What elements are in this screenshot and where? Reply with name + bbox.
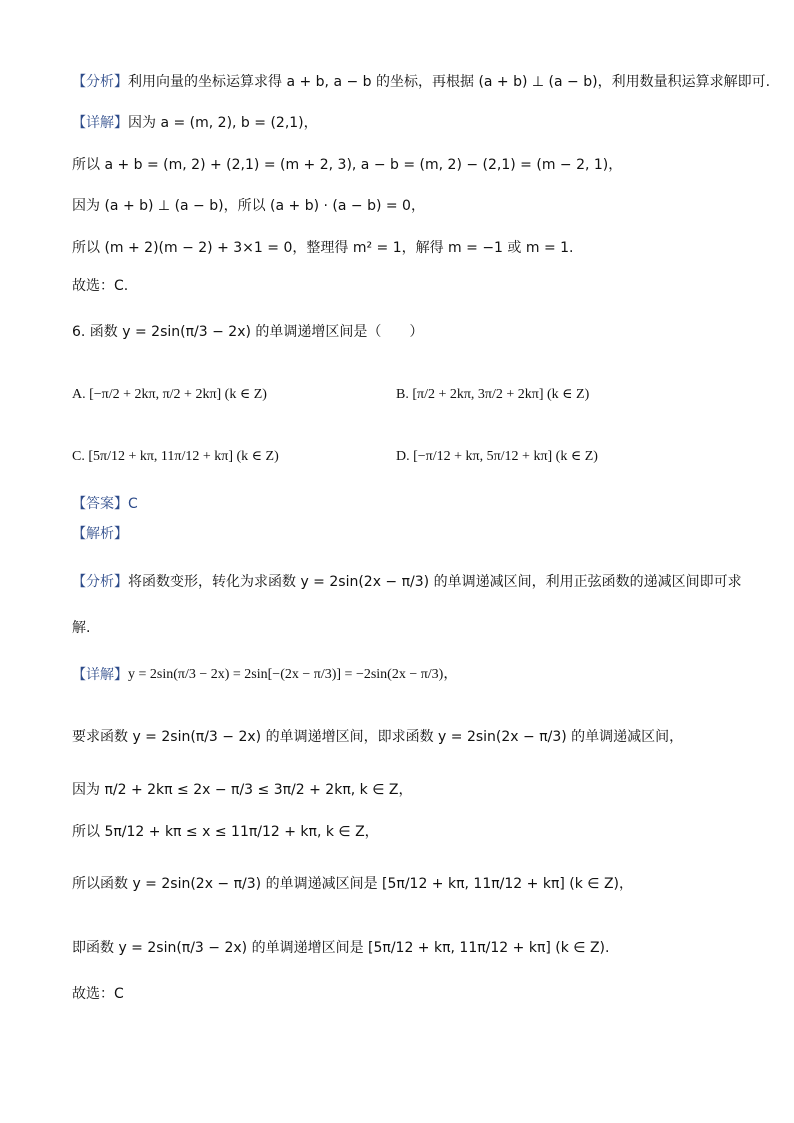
analysis-text: 将函数变形，转化为求函数 y = 2sin(2x − π/3) 的单调递减区间，利用正弦函数的递减区间即可求 <box>128 574 742 590</box>
option-b <box>396 384 589 405</box>
option-d <box>396 446 598 467</box>
detail-text: 所以函数 y = 2sin(2x − π/3) 的单调递减区间是 [5π/12 + kπ, 11π/12 + kπ] (k ∈ Z)， <box>72 876 633 892</box>
analysis-heading <box>72 524 128 544</box>
detail-text: 要求函数 y = 2sin(π/3 − 2x) 的单调递增区间，即求函数 y = 2sin(2x − π/3) 的单调递减区间， <box>72 729 684 745</box>
detail-line-5 <box>72 665 457 685</box>
detail-text: 因为 π/2 + 2kπ ≤ 2x − π/3 ≤ 3π/2 + 2kπ, k ∈ Z， <box>72 782 413 798</box>
detail-line-9 <box>72 874 633 894</box>
answer-line <box>72 494 138 514</box>
detail-text: 所以 a + b = (m, 2) + (2,1) = (m + 2, 3), a − b = (m, 2) − (2,1) = (m − 2, 1)， <box>72 157 623 173</box>
detail-text: y = 2sin(π/3 − 2x) = 2sin[−(2x − π/3)] = −2sin(2x − π/3)， <box>128 667 458 682</box>
detail-line-3 <box>72 196 425 216</box>
detail-line-8 <box>72 822 379 842</box>
question-text: 6. 函数 y = 2sin(π/3 − 2x) 的单调递增区间是（ ） <box>72 324 424 340</box>
option-a <box>72 384 267 405</box>
choice-text: 故选：C. <box>72 278 129 294</box>
analysis-text: 利用向量的坐标运算求得 a + b, a − b 的坐标，再根据 (a + b) ⊥ (a − b)，利用数量积运算求解即可. <box>128 74 771 90</box>
detail-line-2 <box>72 155 622 175</box>
option-c <box>72 446 279 467</box>
detail-text: 因为 (a + b) ⊥ (a − b)，所以 (a + b) · (a − b) = 0， <box>72 198 425 214</box>
detail-line-1 <box>72 113 318 133</box>
detail-tag: 【详解】 <box>72 115 128 131</box>
question-6 <box>72 322 423 342</box>
detail-text: 即函数 y = 2sin(π/3 − 2x) 的单调递增区间是 [5π/12 + kπ, 11π/12 + kπ] (k ∈ Z). <box>72 940 610 956</box>
analysis-heading-tag: 【解析】 <box>72 526 128 542</box>
option-a-text: A. [−π/2 + 2kπ, π/2 + 2kπ] (k ∈ Z) <box>72 387 267 402</box>
detail-text: 所以 (m + 2)(m − 2) + 3×1 = 0，整理得 m² = 1，解得 m = −1 或 m = 1. <box>72 240 574 256</box>
answer-tag: 【答案】C <box>72 496 138 512</box>
detail-line-4 <box>72 238 573 258</box>
analysis-text: 解. <box>72 620 91 636</box>
detail-line-6 <box>72 727 683 747</box>
option-b-text: B. [π/2 + 2kπ, 3π/2 + 2kπ] (k ∈ Z) <box>396 387 590 402</box>
analysis-line-2b <box>72 618 90 638</box>
detail-line-10 <box>72 938 609 958</box>
choice-line-1 <box>72 276 128 296</box>
choice-text: 故选：C <box>72 986 124 1002</box>
analysis-tag: 【分析】 <box>72 74 128 90</box>
analysis-line-1 <box>72 72 770 92</box>
option-c-text: C. [5π/12 + kπ, 11π/12 + kπ] (k ∈ Z) <box>72 449 279 464</box>
analysis-tag: 【分析】 <box>72 574 128 590</box>
detail-line-7 <box>72 780 412 800</box>
choice-line-2 <box>72 984 124 1004</box>
analysis-line-2 <box>72 572 742 592</box>
option-d-text: D. [−π/12 + kπ, 5π/12 + kπ] (k ∈ Z) <box>396 449 598 464</box>
detail-text: 所以 5π/12 + kπ ≤ x ≤ 11π/12 + kπ, k ∈ Z， <box>72 824 379 840</box>
detail-tag: 【详解】 <box>72 667 128 683</box>
detail-text: 因为 a = (m, 2), b = (2,1)， <box>128 115 318 131</box>
